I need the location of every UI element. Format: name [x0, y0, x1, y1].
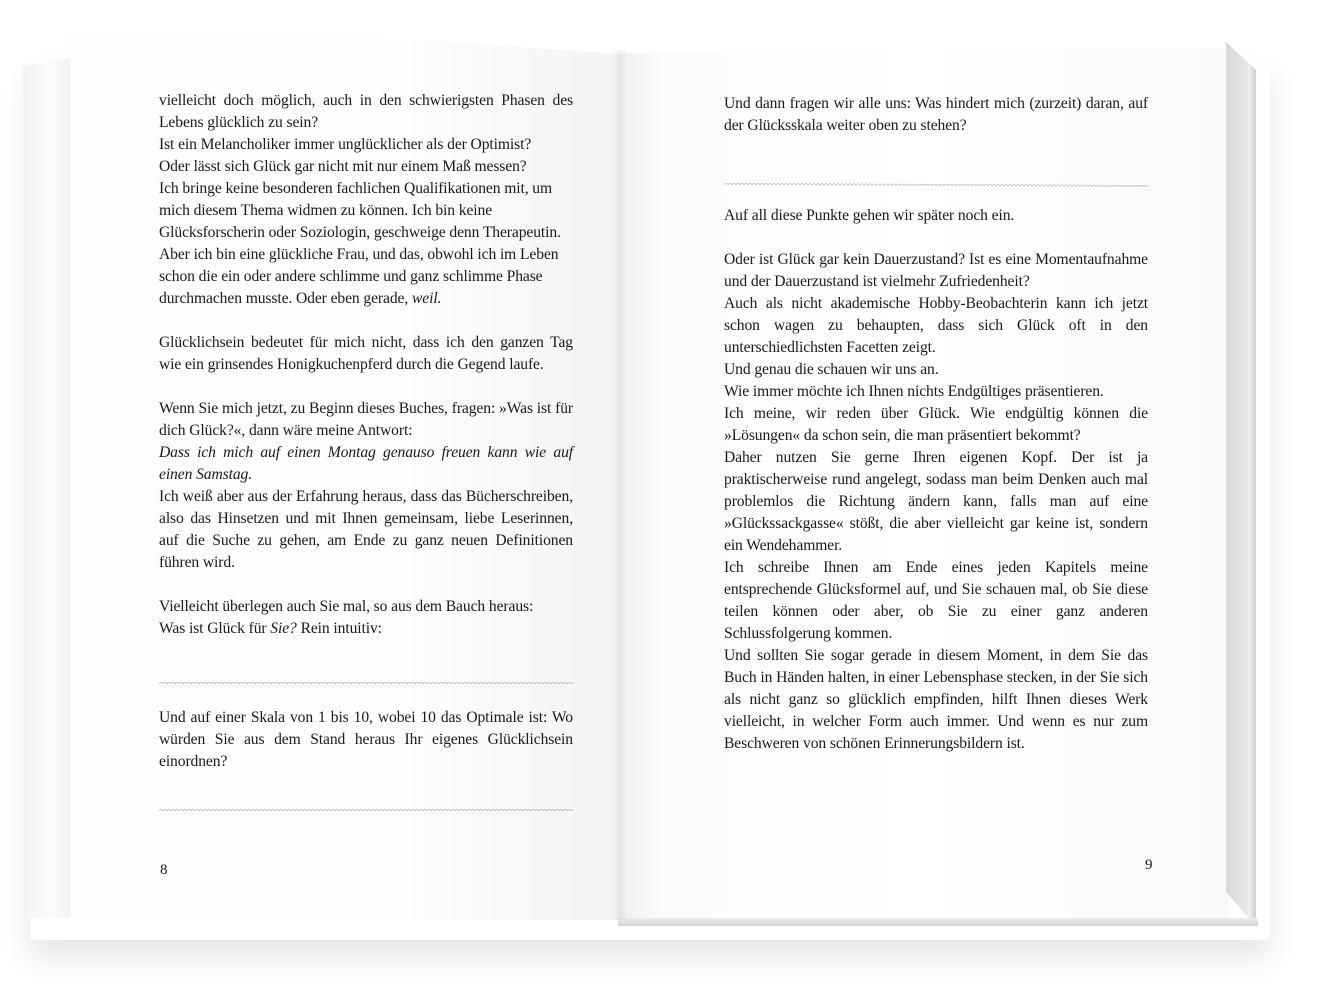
emphasis-text: Sie? — [270, 620, 297, 637]
paragraph: Und auf einer Skala von 1 bis 10, wobei 10 das Optimale ist: Wo würden Sie aus dem Stand heraus Ihr eigenes Glücklichsein einordnen? — [159, 709, 573, 770]
paragraph: Und dann fragen wir alle uns: Was hindert mich (zurzeit) daran, auf der Glücksskala weiter oben zu stehen? — [724, 95, 1148, 134]
spacer — [724, 227, 1148, 249]
emphasis-text: weil. — [411, 290, 442, 307]
paragraph — [159, 178, 573, 310]
page-number: 9 — [1145, 857, 1153, 873]
paragraph: Auf all diese Punkte gehen wir später noch ein. — [724, 207, 1015, 224]
paragraph: Und genau die schauen wir uns an. — [724, 361, 939, 378]
paragraph: Ich schreibe Ihnen am Ende eines jeden Kapitels meine entsprechende Glücksformel auf, und Sie schauen mal, ob Sie diese teilen können oder aber, ob Sie zu einer ganz anderen Schlussfolgerung kommen. — [724, 559, 1148, 642]
paragraph-text: Ich bringe keine besonderen fachlichen Qualifikationen mit, um mich diesem Thema widmen zu können. Ich bin keine Glücksforscherin oder Soziologin, geschweige denn Therapeutin. Aber ich bin eine glückliche Frau, und das, obwohl ich im Leben schon die ein oder andere schlimme und ganz schlimme Phase durchmachen musste. Oder eben gerade, — [159, 180, 561, 307]
spacer — [159, 310, 573, 332]
paragraph: Und sollten Sie sogar gerade in diesem Moment, in dem Sie das Buch in Händen halten, in einer Lebensphase stecken, in der Sie sich als nicht ganz so glücklich empfinden, hilft Ihnen dieses Werk vielleicht, in welcher Form auch immer. Und wenn es nur zum Beschweren von schönen Erinnerungsbildern ist. — [724, 647, 1148, 752]
paragraph: Glücklichsein bedeutet für mich nicht, dass ich den ganzen Tag wie ein grinsendes Honigkuchenpferd durch die Gegend laufe. — [159, 334, 573, 373]
italic-quote: Dass ich mich auf einen Montag genauso freuen kann wie auf einen Samstag. — [159, 444, 573, 483]
paragraph: Oder lässt sich Glück gar nicht mit nur einem Maß messen? — [159, 158, 527, 175]
paragraph: Wie immer möchte ich Ihnen nichts Endgültiges präsentieren. — [724, 383, 1104, 400]
paragraph: Auch als nicht akademische Hobby-Beobachterin kann ich jetzt schon wagen zu behaupten, dass sich Glück oft in den unterschiedlichsten Facetten zeigt. — [724, 295, 1148, 356]
answer-line — [159, 680, 573, 684]
paragraph — [159, 618, 573, 640]
bottom-page-edge — [618, 918, 1258, 926]
paragraph: Wenn Sie mich jetzt, zu Beginn dieses Buches, fragen: »Was ist für dich Glück?«, dann wäre meine Antwort: — [159, 400, 573, 439]
book-gutter — [612, 50, 626, 920]
paragraph: Ich meine, wir reden über Glück. Wie endgültig können die »Lösungen« da schon sein, die man präsentiert bekommt? — [724, 405, 1148, 444]
spacer — [159, 376, 573, 398]
paragraph: Daher nutzen Sie gerne Ihren eigenen Kopf. Der ist ja praktischerweise rund angelegt, sodass man beim Denken auch mal problemlos die Richtung ändern kann, falls man auf eine »Glückssackgasse« stößt, die aber vielleicht gar keine ist, sondern ein Wendehammer. — [724, 449, 1148, 554]
spacer — [159, 574, 573, 596]
right-page-text — [724, 205, 1148, 755]
paragraph-text: Rein intuitiv: — [300, 620, 382, 637]
right-page-block-edge — [1226, 42, 1256, 926]
paragraph-text: Was ist Glück für — [159, 620, 267, 637]
left-page-text-lower — [159, 707, 573, 773]
paragraph: Oder ist Glück gar kein Dauerzustand? Ist es eine Momentaufnahme und der Dauerzustand ist vielmehr Zufriedenheit? — [724, 251, 1148, 290]
right-page-text-top — [724, 93, 1148, 137]
answer-line — [159, 807, 573, 811]
left-page-text — [159, 90, 573, 640]
page-number: 8 — [160, 862, 168, 878]
paragraph: Vielleicht überlegen auch Sie mal, so aus dem Bauch heraus: — [159, 598, 534, 615]
paragraph: Ist ein Melancholiker immer unglücklicher als der Optimist? — [159, 136, 532, 153]
paragraph: vielleicht doch möglich, auch in den schwierigsten Phasen des Lebens glücklich zu sein? — [159, 92, 573, 131]
left-page-block-edge — [22, 58, 72, 918]
paragraph: Ich weiß aber aus der Erfahrung heraus, dass das Bücherschreiben, also das Hinsetzen und mit Ihnen gemeinsam, liebe Leserinnen, auf die Suche zu gehen, am Ende zu ganz neuen Definitionen führen wird. — [159, 488, 573, 571]
